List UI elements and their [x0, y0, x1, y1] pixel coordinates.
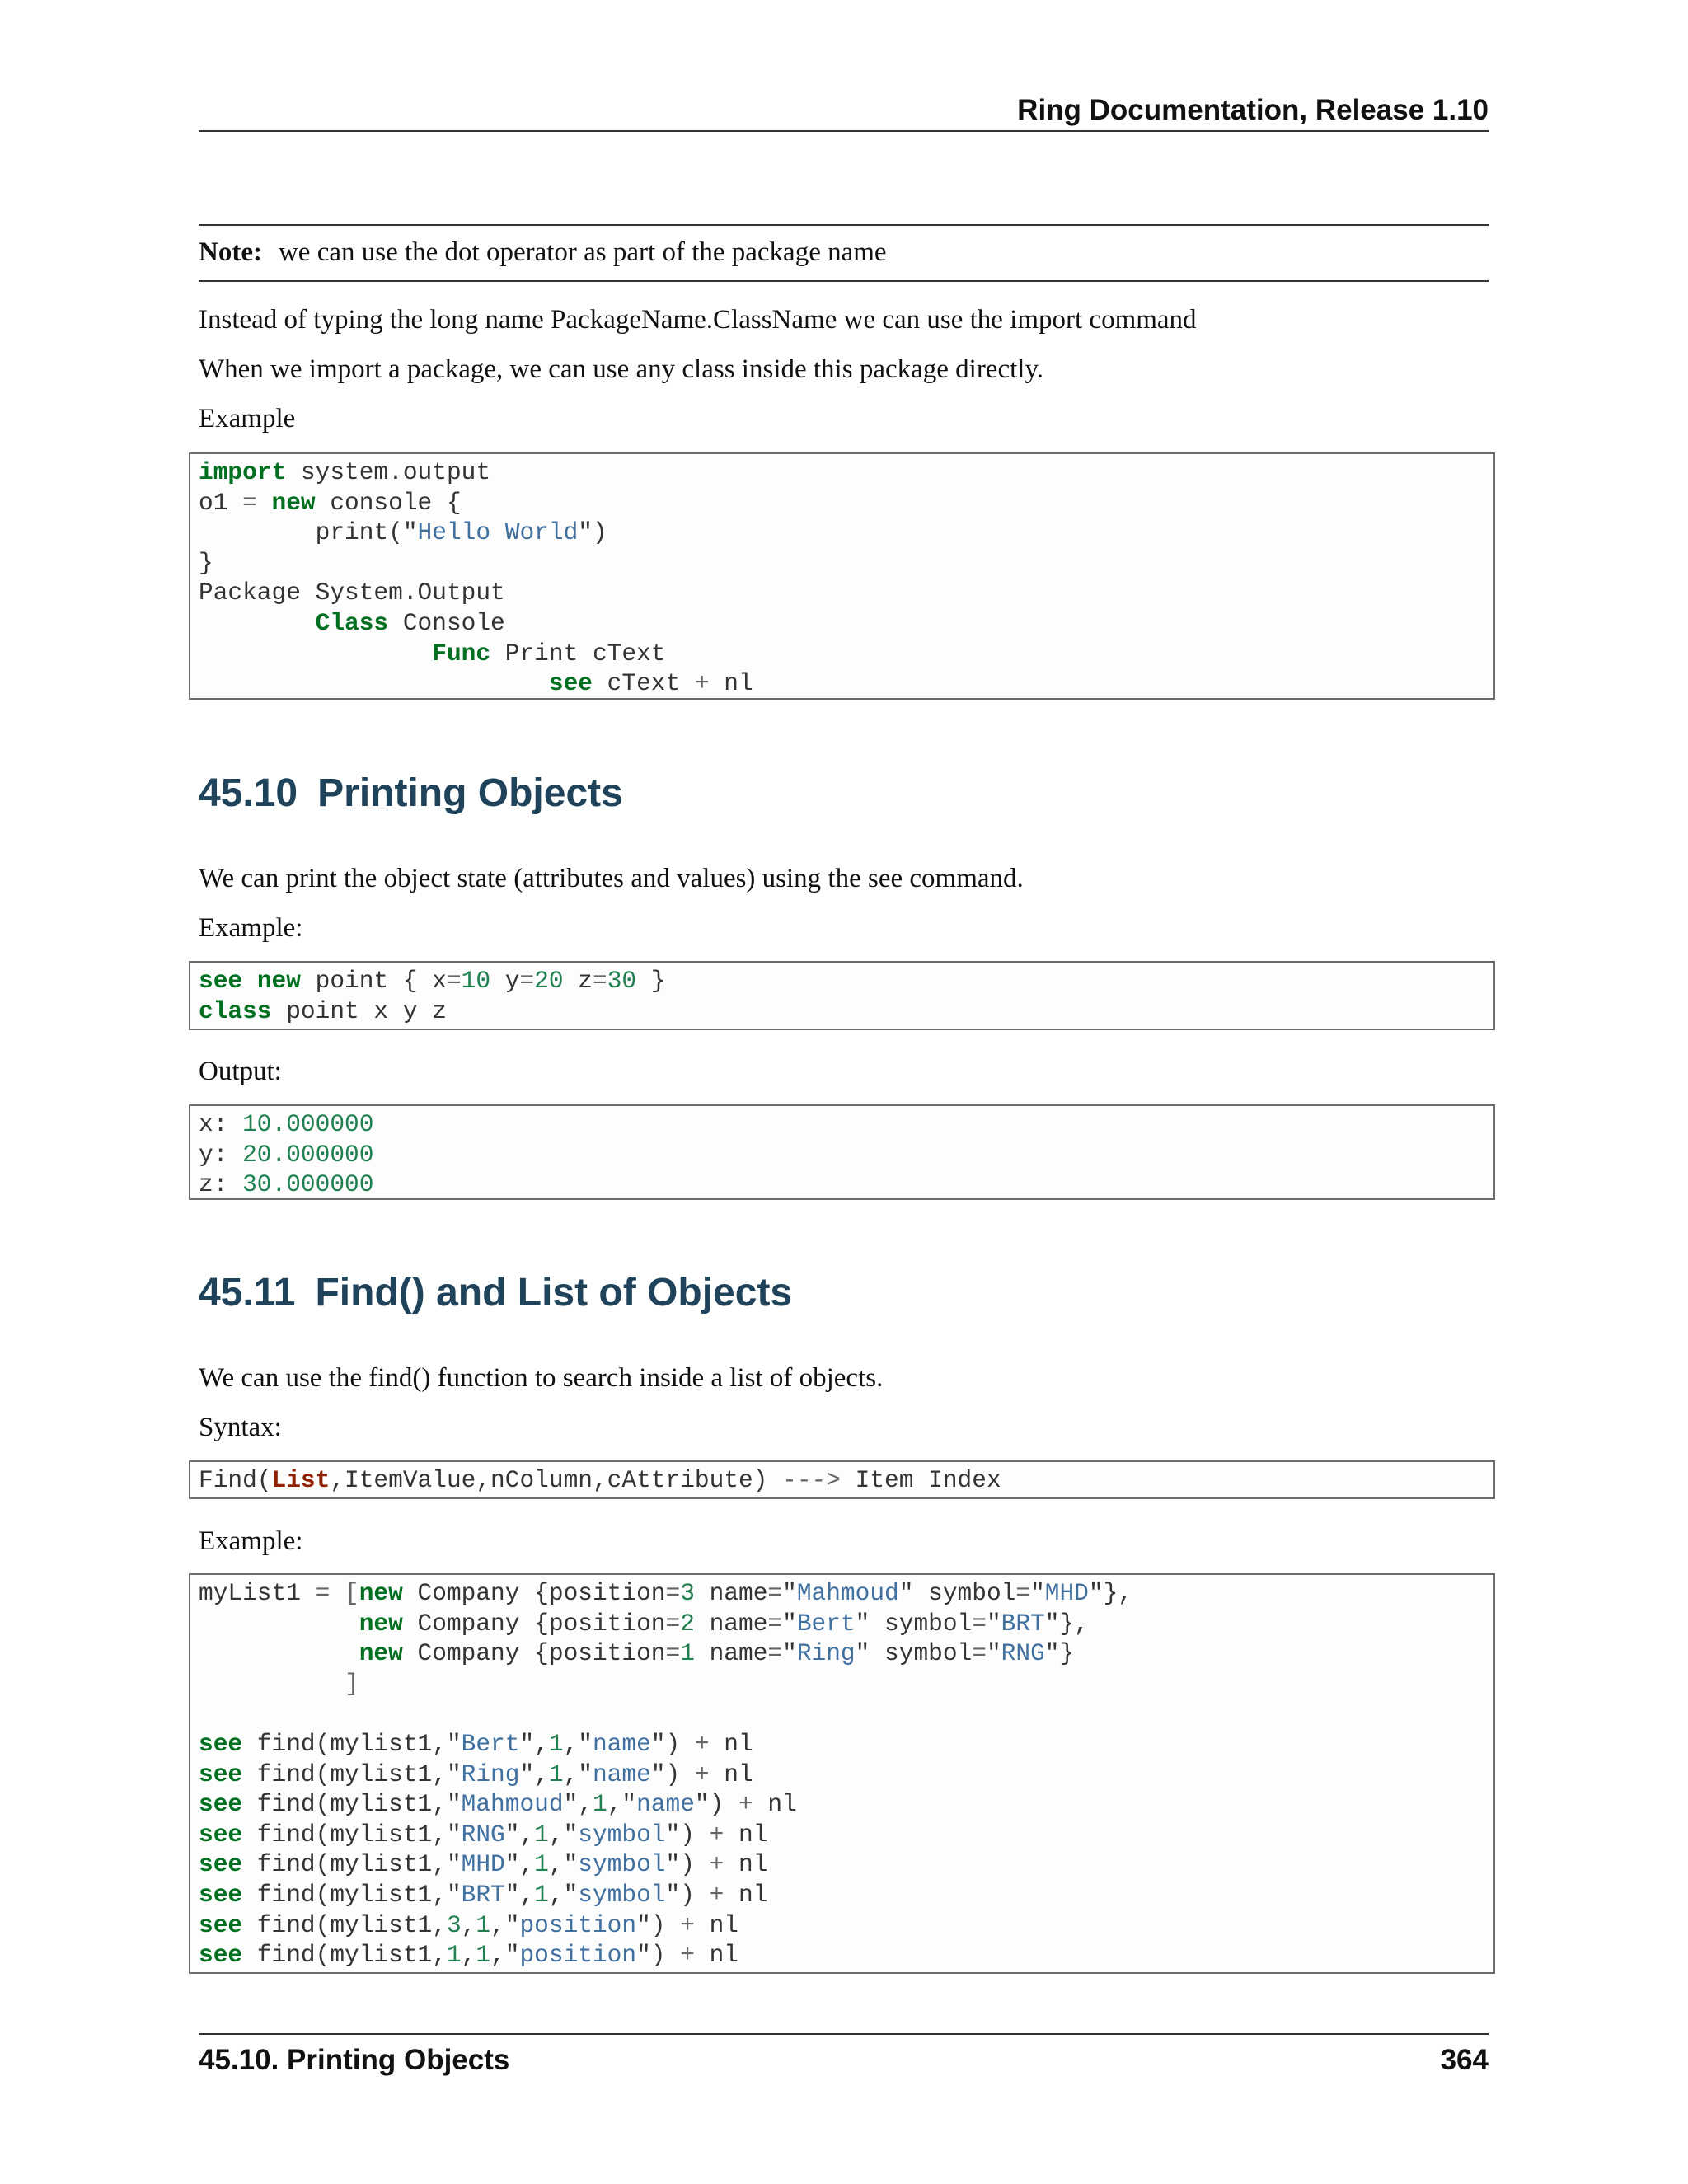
code-line [199, 1849, 1493, 1880]
code-token: " [986, 1609, 1001, 1638]
code-token: new [271, 488, 316, 517]
code-token: name [592, 1729, 651, 1758]
code-token [199, 1610, 359, 1638]
code-token: nl [753, 1790, 797, 1819]
code-token: find(mylist1, [242, 1941, 447, 1970]
code-token: find(mylist1," [242, 1729, 462, 1758]
code-token: + [680, 1941, 695, 1970]
code-token: myList1 [199, 1579, 316, 1607]
code-token: + [680, 1910, 695, 1939]
example-label: Example: [199, 1526, 303, 1556]
code-token: BRT [461, 1880, 505, 1909]
code-token: Ring [461, 1760, 520, 1788]
code-token: ," [490, 1910, 520, 1939]
code-line [199, 668, 1493, 699]
code-line [199, 1465, 1493, 1496]
code-block-find-example [189, 1573, 1495, 1974]
code-token: find(mylist1," [242, 1790, 462, 1819]
code-token: symbol [578, 1850, 666, 1879]
code-line [199, 1140, 1493, 1170]
code-token: "}, [1044, 1609, 1089, 1638]
note-content [199, 236, 887, 269]
output-label: Output: [199, 1057, 282, 1086]
code-token: 1 [680, 1639, 695, 1668]
code-token: see [199, 1941, 243, 1970]
code-token: Item Index [840, 1466, 1001, 1494]
code-token: = [446, 967, 462, 995]
code-line [199, 1760, 1493, 1790]
code-line [199, 1940, 1493, 1971]
code-token: ] [345, 1669, 359, 1698]
code-token: nl [694, 1910, 739, 1939]
code-token: " [782, 1609, 797, 1638]
code-token: 1 [548, 1729, 564, 1758]
note-box [199, 224, 1489, 282]
code-line [199, 1789, 1493, 1820]
code-token: " [986, 1639, 1001, 1668]
code-token: position [519, 1910, 637, 1939]
section-heading-find [199, 1268, 792, 1318]
code-token: Company {position [402, 1639, 666, 1668]
code-token: symbol [578, 1820, 666, 1849]
example-label: Example: [199, 913, 303, 943]
code-token: ") [636, 1910, 681, 1939]
code-line [199, 996, 1493, 1027]
code-token: 1 [476, 1941, 491, 1970]
code-token: cText [592, 669, 695, 698]
code-token: system.output [286, 458, 491, 486]
code-token: new [359, 1639, 403, 1668]
code-token: + [709, 1850, 724, 1879]
code-token: name [694, 1609, 768, 1638]
code-token: 1 [476, 1910, 491, 1939]
code-token: see [548, 669, 593, 698]
code-token: find(mylist1," [242, 1850, 462, 1879]
code-token: name [694, 1639, 768, 1668]
code-token [199, 669, 549, 697]
code-block-see-point [189, 961, 1495, 1030]
code-token: ---> [782, 1466, 841, 1494]
code-token: Mahmoud [461, 1790, 564, 1819]
code-token: new [359, 1579, 403, 1607]
code-token: 1 [592, 1790, 607, 1819]
code-token: point x y z [271, 996, 447, 1025]
code-token: ," [563, 1729, 593, 1758]
code-token: 1 [534, 1820, 549, 1849]
code-token [199, 640, 432, 668]
code-line [199, 488, 1493, 518]
code-token: = [592, 967, 607, 995]
section-number: 45.10 [199, 771, 298, 815]
code-token: ", [504, 1880, 535, 1909]
code-token: RNG [1001, 1639, 1045, 1668]
code-token: = [315, 1579, 331, 1607]
code-token: = [519, 967, 535, 995]
code-token: see [199, 1790, 243, 1819]
code-token: symbol [578, 1880, 666, 1909]
code-token: 20 [534, 967, 564, 995]
code-token: name [694, 1579, 768, 1607]
code-token: + [694, 1729, 710, 1758]
code-token: new [256, 967, 301, 995]
code-token: , [461, 1941, 476, 1970]
code-line [199, 966, 1493, 996]
code-token: ," [607, 1790, 637, 1819]
code-token: nl [724, 1820, 768, 1849]
code-line [199, 578, 1493, 608]
note-text: we can use the dot operator as part of the package name [278, 237, 887, 267]
code-line [199, 457, 1493, 488]
code-token: ") [665, 1850, 710, 1879]
code-token: find(mylist1," [242, 1880, 462, 1909]
code-token: print(" [199, 518, 418, 547]
code-token: " [782, 1639, 797, 1668]
code-token: 1 [534, 1880, 549, 1909]
code-token: + [694, 1760, 710, 1788]
note-label: Note: [199, 237, 262, 267]
code-token: see [199, 1850, 243, 1879]
code-token: } [199, 548, 213, 577]
code-token: RNG [461, 1820, 505, 1849]
code-token: console { [315, 488, 462, 517]
code-token: " [782, 1579, 797, 1607]
code-token: Func [432, 639, 491, 668]
code-block-output [189, 1104, 1495, 1200]
code-line [199, 1820, 1493, 1850]
code-token: + [694, 669, 710, 698]
code-token: Company {position [402, 1609, 666, 1638]
code-line [199, 1699, 1493, 1729]
code-token: new [359, 1609, 403, 1638]
code-token: nl [694, 1941, 739, 1970]
code-token: [ [345, 1579, 359, 1607]
paragraph-import-intro: Instead of typing the long name PackageName.ClassName we can use the import command [199, 305, 1197, 335]
code-line [199, 608, 1493, 639]
code-token: nl [709, 1760, 753, 1788]
code-token: ") [650, 1760, 695, 1788]
code-token: y: [199, 1140, 243, 1169]
code-token: y [490, 967, 520, 995]
paragraph-import-usage: When we import a package, we can use any class inside this package directly. [199, 354, 1044, 384]
footer-divider [199, 2033, 1489, 2035]
code-token: = [767, 1639, 783, 1668]
code-token: BRT [1001, 1609, 1045, 1638]
code-token: see [199, 1729, 243, 1758]
code-line [199, 1880, 1493, 1910]
code-token: + [709, 1880, 724, 1909]
footer-section: 45.10. Printing Objects [199, 2044, 510, 2076]
code-token: 20.000000 [242, 1140, 374, 1169]
code-token: see [199, 1910, 243, 1939]
code-token: List [271, 1466, 331, 1494]
code-token [257, 489, 272, 517]
code-token: Hello World [417, 518, 579, 547]
code-token: = [767, 1579, 783, 1607]
code-token: Bert [461, 1729, 520, 1758]
code-token: " symbol [855, 1609, 973, 1638]
code-token: " [1030, 1579, 1045, 1607]
code-token: 1 [534, 1850, 549, 1879]
code-token: ," [548, 1880, 579, 1909]
code-token: ", [563, 1790, 593, 1819]
code-line [199, 1729, 1493, 1760]
code-block-find-syntax [189, 1460, 1495, 1499]
code-token: 30 [607, 967, 637, 995]
code-token: point { x [300, 967, 447, 995]
code-line [199, 1910, 1493, 1941]
code-token: 30.000000 [242, 1170, 374, 1199]
code-token: MHD [1044, 1579, 1089, 1607]
paragraph-find: We can use the find() function to search inside a list of objects. [199, 1363, 884, 1393]
example-label: Example [199, 404, 296, 434]
code-token: name [636, 1790, 695, 1819]
code-token: Class [315, 608, 389, 637]
section-title: Find() and List of Objects [315, 1271, 793, 1315]
code-token: find(mylist1," [242, 1760, 462, 1788]
code-token: see [199, 1820, 243, 1849]
code-token: see [199, 967, 243, 995]
code-token: Print cText [490, 639, 666, 668]
code-token [199, 609, 316, 637]
code-token: Bert [796, 1609, 856, 1638]
code-line [199, 1578, 1493, 1609]
code-line [199, 1638, 1493, 1669]
code-token: = [665, 1609, 681, 1638]
code-token [242, 967, 257, 995]
code-token: nl [709, 669, 753, 698]
code-token: ") [578, 518, 607, 547]
code-token: "}, [1088, 1579, 1132, 1607]
code-token: nl [724, 1850, 768, 1879]
code-token: ", [504, 1820, 535, 1849]
code-token: 10 [461, 967, 491, 995]
code-token: see [199, 1880, 243, 1909]
code-token: ," [563, 1760, 593, 1788]
code-token: = [767, 1609, 783, 1638]
code-token: = [1015, 1579, 1031, 1607]
code-token: find(mylist1, [242, 1910, 447, 1939]
code-token: ," [490, 1941, 520, 1970]
code-token: 1 [548, 1760, 564, 1788]
code-token: = [972, 1639, 987, 1668]
code-token: name [592, 1760, 651, 1788]
code-token: "} [1044, 1639, 1075, 1668]
code-token: position [519, 1941, 637, 1970]
page-number: 364 [1440, 2044, 1489, 2076]
code-token: = [972, 1609, 987, 1638]
code-token: = [665, 1579, 681, 1607]
code-line [199, 639, 1493, 669]
code-token: Console [388, 608, 505, 637]
header-divider [199, 130, 1489, 132]
code-token: + [709, 1820, 724, 1849]
code-token: nl [724, 1880, 768, 1909]
code-line [199, 1109, 1493, 1140]
code-token: 1 [446, 1941, 462, 1970]
code-line [199, 1169, 1493, 1200]
code-token: import [199, 458, 287, 486]
code-token: ") [636, 1941, 681, 1970]
section-heading-printing-objects [199, 769, 623, 818]
code-token: x: [199, 1110, 243, 1138]
code-token: , [461, 1910, 476, 1939]
code-token: = [665, 1639, 681, 1668]
code-token: } [636, 967, 666, 995]
code-token: MHD [461, 1850, 505, 1879]
running-header: Ring Documentation, Release 1.10 [1017, 94, 1489, 126]
code-token: " symbol [898, 1579, 1016, 1607]
code-token: nl [709, 1729, 753, 1758]
code-token: ") [694, 1790, 739, 1819]
code-token: ") [650, 1729, 695, 1758]
code-token [199, 1670, 345, 1698]
code-token: see [199, 1760, 243, 1788]
code-token: class [199, 996, 272, 1025]
code-token [199, 1639, 359, 1667]
code-token: Mahmoud [796, 1579, 899, 1607]
section-title: Printing Objects [317, 771, 623, 815]
code-token: = [242, 488, 257, 517]
code-token: Package System.Output [199, 579, 505, 607]
code-token: " symbol [855, 1639, 973, 1668]
code-token: + [738, 1790, 753, 1819]
code-token: 10.000000 [242, 1110, 374, 1138]
paragraph-printing-objects: We can print the object state (attributes and values) using the see command. [199, 864, 1024, 893]
code-token [330, 1579, 345, 1607]
code-token: o1 [199, 488, 243, 517]
syntax-label: Syntax: [199, 1413, 282, 1442]
code-token: 3 [446, 1910, 462, 1939]
code-token: find(mylist1," [242, 1820, 462, 1849]
code-token: Ring [796, 1639, 856, 1668]
code-line [199, 1609, 1493, 1639]
code-token: ," [548, 1820, 579, 1849]
code-token: ," [548, 1850, 579, 1879]
section-number: 45.11 [199, 1271, 296, 1315]
code-token: z: [199, 1170, 243, 1199]
code-line [199, 1669, 1493, 1699]
code-block-import [189, 452, 1495, 700]
code-token: ") [665, 1880, 710, 1909]
code-line [199, 518, 1493, 548]
code-token: ", [519, 1760, 549, 1788]
code-token: 2 [680, 1609, 695, 1638]
code-token: Company {position [402, 1579, 666, 1607]
code-line [199, 548, 1493, 579]
code-token: ") [665, 1820, 710, 1849]
code-token: z [563, 967, 593, 995]
code-token: 3 [680, 1579, 695, 1607]
code-token: Find( [199, 1466, 272, 1494]
code-token: ", [504, 1850, 535, 1879]
code-token: ", [519, 1729, 549, 1758]
code-token: ,ItemValue,nColumn,cAttribute) [330, 1466, 783, 1494]
